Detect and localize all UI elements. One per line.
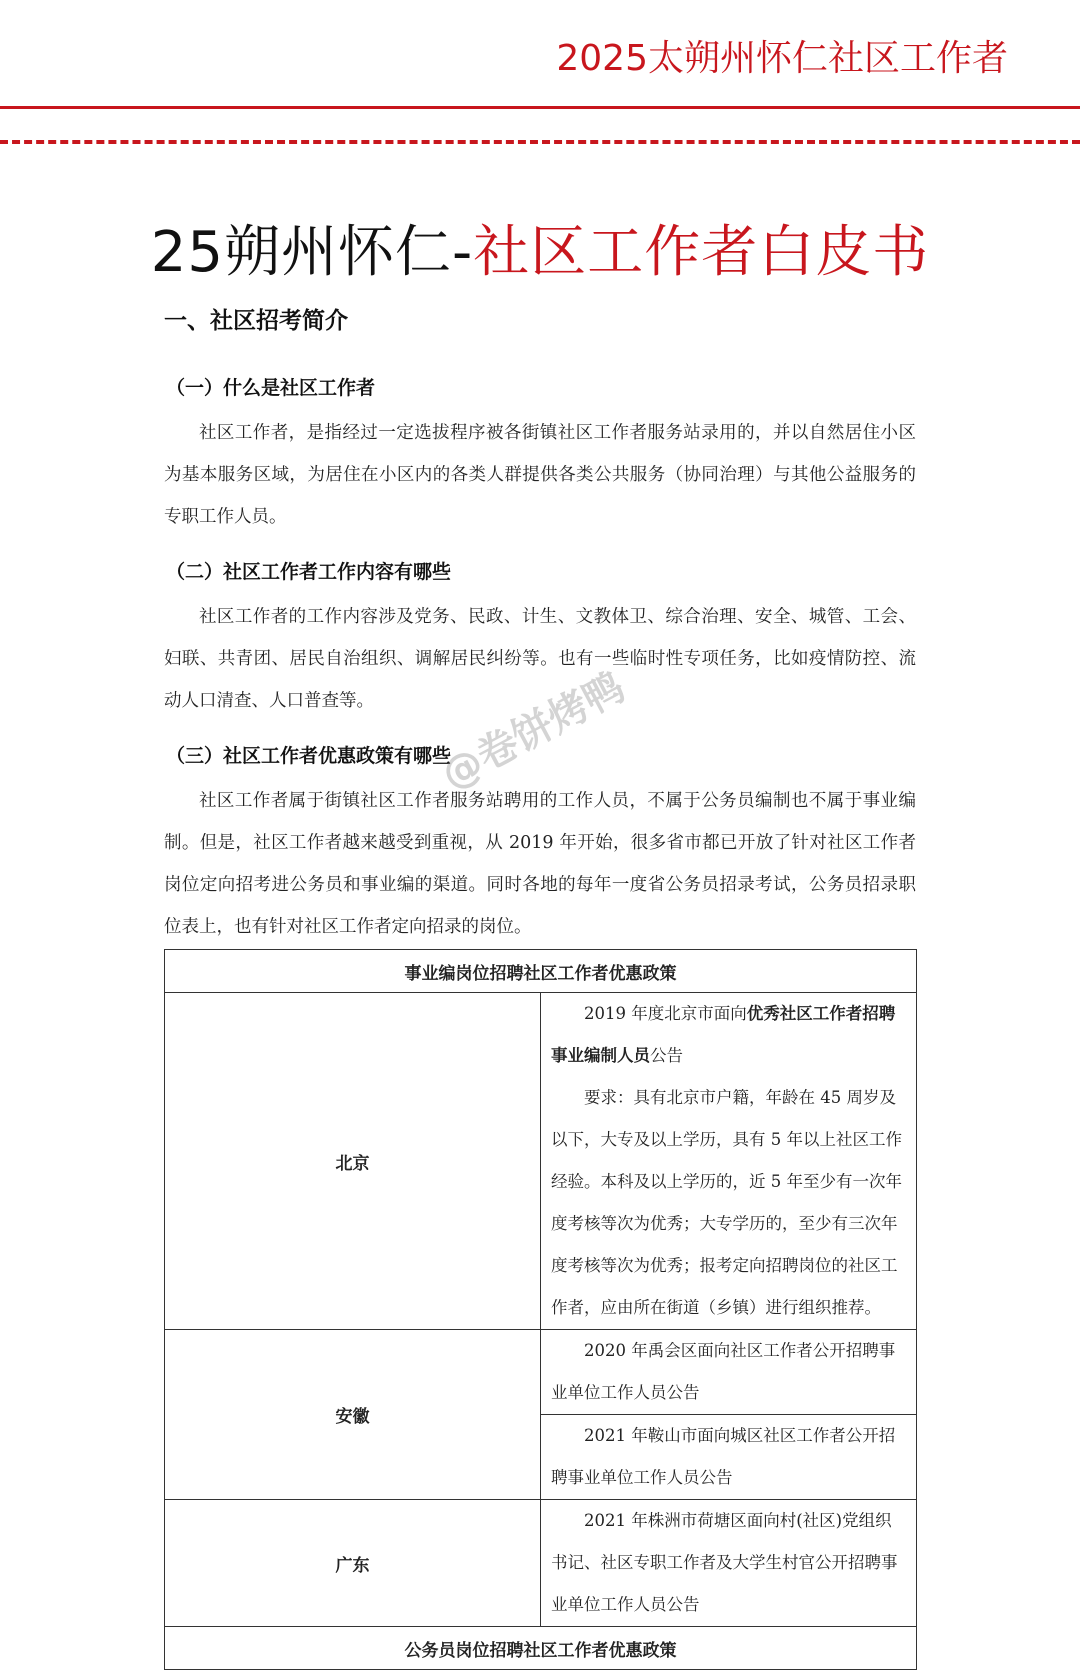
beijing-content <box>541 993 917 1330</box>
policy-table <box>164 949 917 1670</box>
subheading-preferential-policy: （三）社区工作者优惠政策有哪些 <box>166 745 452 767</box>
guangdong-notice: 2021 年株洲市荷塘区面向村(社区)党组织书记、社区专职工作者及大学生村官公开招聘事业单位工作人员公告 <box>541 1500 917 1627</box>
province-beijing: 北京 <box>165 993 541 1330</box>
beijing-notice: 2019 年度北京市面向优秀社区工作者招聘事业编制人员公告 <box>551 1004 896 1065</box>
subheading-what-is: （一）什么是社区工作者 <box>166 377 376 399</box>
document-title <box>0 208 1080 288</box>
header-divider <box>0 106 1080 109</box>
document-title-main: 25朔州怀仁- <box>150 220 474 285</box>
province-guangdong: 广东 <box>165 1500 541 1627</box>
document-title-highlight: 社区工作者白皮书 <box>473 220 930 285</box>
beijing-requirement: 要求：具有北京市户籍，年龄在 45 周岁及以下，大专及以上学历，具有 5 年以上社区工作经验。本科及以上学历的，近 5 年至少有一次年度考核等次为优秀；大专学历的，至少有三次年度考核等次为优秀；报考定向招聘岗位的社区工作者，应由所在街道（乡镇）进行组织推荐。 <box>551 1088 902 1317</box>
header-dashed-divider <box>0 140 1080 144</box>
paragraph-work-content: 社区工作者的工作内容涉及党务、民政、计生、文教体卫、综合治理、安全、城管、工会、妇联、共青团、居民自治组织、调解居民纠纷等。也有一些临时性专项任务，比如疫情防控、流动人口清查、人口普查等。 <box>164 607 916 711</box>
paragraph-preferential-policy: 社区工作者属于街镇社区工作者服务站聘用的工作人员，不属于公务员编制也不属于事业编制。但是，社区工作者越来越受到重视，从 2019 年开始，很多省市都已开放了针对社区工作者岗位定向招考进公务员和事业编的渠道。同时各地的每年一度省公务员招录考试，公务员招录职位表上，也有针对社区工作者定向招录的岗位。 <box>164 791 916 937</box>
paragraph-what-is: 社区工作者，是指经过一定选拔程序被各街镇社区工作者服务站录用的，并以自然居住小区为基本服务区域，为居住在小区内的各类人群提供各类公共服务（协同治理）与其他公益服务的专职工作人员。 <box>164 423 916 527</box>
subheading-work-content: （二）社区工作者工作内容有哪些 <box>166 561 452 583</box>
table-header-public-institution: 事业编岗位招聘社区工作者优惠政策 <box>165 950 917 993</box>
section-heading-intro: 一、社区招考简介 <box>164 308 348 334</box>
watermark: @卷饼烤鸭 <box>434 664 633 799</box>
anhui-notice-1: 2020 年禹会区面向社区工作者公开招聘事业单位工作人员公告 <box>541 1330 917 1415</box>
province-anhui: 安徽 <box>165 1330 541 1500</box>
header-title: 2025太朔州怀仁社区工作者 <box>556 38 1008 79</box>
table-header-civil-servant: 公务员岗位招聘社区工作者优惠政策 <box>165 1627 917 1670</box>
anhui-notice-2: 2021 年鞍山市面向城区社区工作者公开招聘事业单位工作人员公告 <box>541 1415 917 1500</box>
